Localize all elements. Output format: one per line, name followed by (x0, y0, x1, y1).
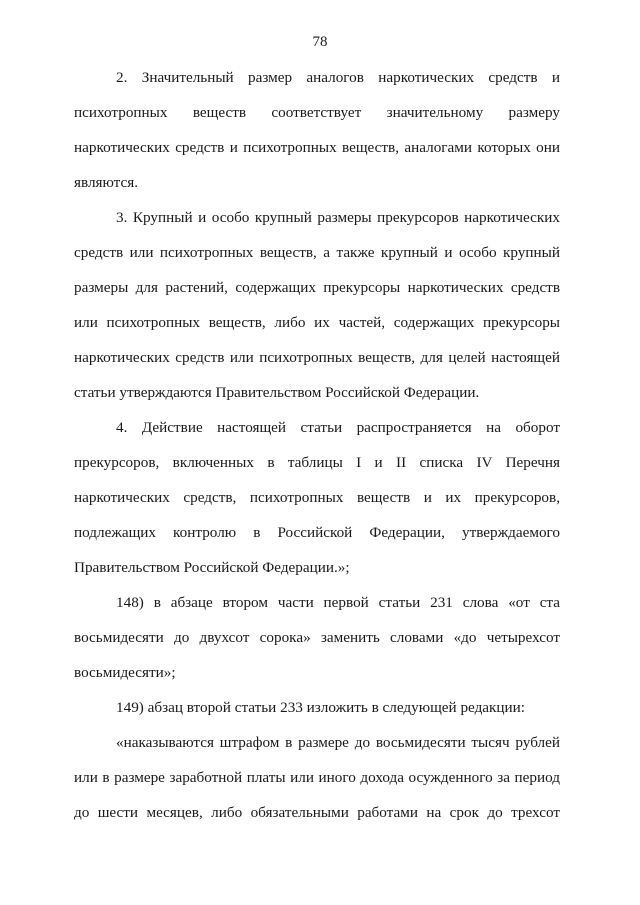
text-line: размеры для растений, содержащих прекурсоры наркотических средств (74, 279, 560, 296)
text-line: или психотропных веществ, либо их частей, содержащих прекурсоры (74, 314, 560, 331)
text-line: 3. Крупный и особо крупный размеры прекурсоров наркотических (116, 209, 560, 226)
text-line: психотропных веществ соответствует значительному размеру (74, 104, 560, 121)
text-line: наркотических средств, психотропных веществ и их прекурсоров, (74, 489, 560, 506)
text-line: Правительством Российской Федерации.»; (74, 559, 350, 576)
text-line: статьи утверждаются Правительством Российской Федерации. (74, 384, 480, 401)
text-line: восьмидесяти»; (74, 664, 176, 681)
text-line: до шести месяцев, либо обязательными работами на срок до трехсот (74, 804, 560, 821)
text-line: наркотических средств и психотропных веществ, аналогами которых они (74, 139, 560, 156)
text-line: наркотических средств или психотропных веществ, для целей настоящей (74, 349, 560, 366)
text-line: 149) абзац второй статьи 233 изложить в следующей редакции: (116, 699, 526, 716)
text-line: подлежащих контролю в Российской Федерации, утверждаемого (74, 524, 560, 541)
text-line: являются. (74, 174, 139, 191)
text-line: восьмидесяти до двухсот сорока» заменить словами «до четырехсот (74, 629, 560, 646)
page-number: 78 (312, 34, 328, 50)
text-line: 2. Значительный размер аналогов наркотических средств и (116, 69, 560, 86)
text-line: «наказываются штрафом в размере до восьмидесяти тысяч рублей (116, 734, 560, 751)
text-line: средств или психотропных веществ, а также крупный и особо крупный (74, 244, 560, 261)
text-line: 4. Действие настоящей статьи распространяется на оборот (116, 419, 560, 436)
document-body (74, 60, 560, 830)
text-line: прекурсоров, включенных в таблицы I и II списка IV Перечня (74, 454, 560, 471)
text-line: или в размере заработной платы или иного дохода осужденного за период (74, 769, 560, 786)
text-line: 148) в абзаце втором части первой статьи 231 слова «от ста (116, 594, 560, 611)
